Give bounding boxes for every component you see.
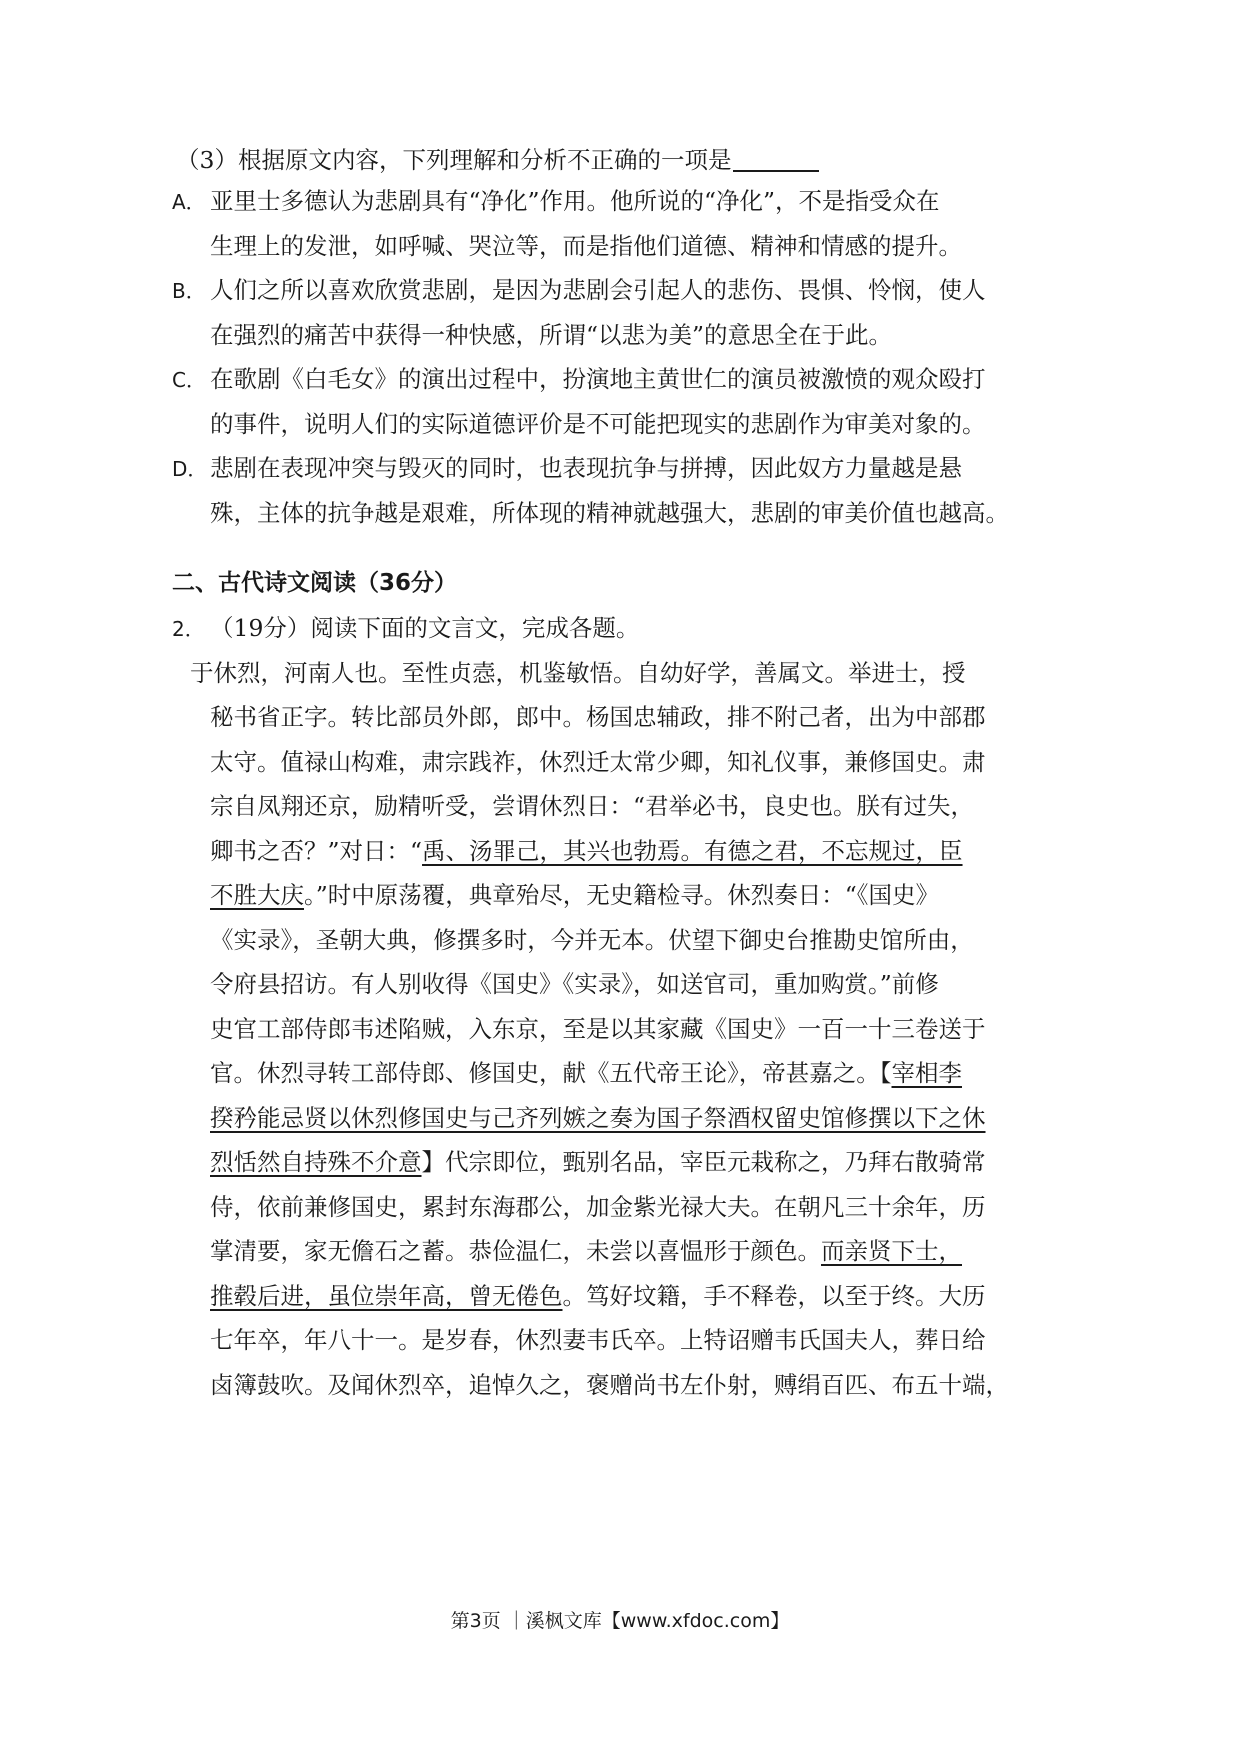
question-3-stem-text: （3）根据原文内容，下列理解和分析不正确的一项是 (176, 146, 732, 174)
passage-line-5-text: 卿书之否？”对日：“ (210, 837, 423, 865)
passage-line-8: 令府县招访。有人别收得《国史》《实录》，如送官司，重加购赏。”前修 (210, 970, 939, 998)
option-d-letter: D． (172, 457, 208, 481)
question-2-stem-text: （19分）阅读下面的文言文，完成各题。 (210, 614, 640, 642)
passage-line-15-text: 。笃好坟籍，手不释卷，以至于终。大历 (562, 1282, 986, 1310)
passage-line-6 (210, 878, 939, 912)
passage-line-9: 史官工部侍郎韦述陷贼，入东京，至是以其家藏《国史》一百一十三卷送于 (210, 1015, 986, 1043)
option-c-line-1 (172, 362, 986, 397)
bracketed-sentence-part-3: 烈恬然自持殊不介意 (210, 1148, 422, 1176)
page-footer: 第3页 ｜溪枫文库【www.xfdoc.com】 (450, 1610, 790, 1632)
passage-line-7: 《实录》，圣朝大典，修撰多时，今并无本。伏望下御史台推勘史馆所由， (210, 926, 974, 954)
option-d-text-1: 悲剧在表现冲突与毁灭的同时，也表现抗争与拼搏，因此奴方力量越是悬 (210, 454, 962, 482)
passage-line-4: 宗自凤翔还京，励精听受，尝谓休烈日：“君举必书，良史也。朕有过失， (210, 792, 975, 820)
option-b-line-2: 在强烈的痛苦中获得一种快感，所谓“以悲为美”的意思全在于此。 (210, 321, 893, 349)
question-3-stem (176, 143, 819, 177)
bracketed-sentence-part-2: 揆矜能忌贤以休烈修国史与己齐列嫉之奏为国子祭酒权留史馆修撰以下之休 (210, 1104, 986, 1132)
option-d-line-1 (172, 451, 962, 486)
option-a-text-1: 亚里士多德认为悲剧具有“净化”作用。他所说的“净化”，不是指受众在 (210, 187, 940, 215)
passage-line-15 (210, 1279, 986, 1313)
passage-line-14 (210, 1234, 962, 1268)
option-a-letter: A． (172, 190, 206, 214)
question-2-stem (172, 611, 639, 646)
answer-blank (733, 170, 819, 172)
passage-line-17: 卤簿鼓吹。及闻休烈卒，追悼久之，褒赠尚书左仆射，赙绢百匹、布五十端， (210, 1371, 1009, 1399)
option-c-text-1: 在歌剧《白毛女》的演出过程中，扮演地主黄世仁的演员被激愤的观众殴打 (210, 365, 986, 393)
bracketed-sentence-part-1: 宰相李 (891, 1059, 962, 1087)
passage-line-1: 于休烈，河南人也。至性贞悫，机鉴敏悟。自幼好学，善属文。举进士，授 (190, 659, 966, 687)
passage-line-3: 太守。值禄山构难，肃宗践祚，休烈迁太常少卿，知礼仪事，兼修国史。肃 (210, 748, 986, 776)
option-c-line-2: 的事件，说明人们的实际道德评价是不可能把现实的悲剧作为审美对象的。 (210, 410, 986, 438)
underlined-sentence-2-part-1: 而亲贤下士， (821, 1237, 962, 1265)
passage-line-12-text: 】代宗即位，甄别名品，宰臣元栽称之，乃拜右散骑常 (421, 1148, 986, 1176)
option-a-line-2: 生理上的发泄，如呼喊、哭泣等，而是指他们道德、精神和情感的提升。 (210, 232, 962, 260)
question-2-number: 2． (172, 617, 205, 641)
passage-line-13: 侍，依前兼修国史，累封东海郡公，加金紫光禄大夫。在朝凡三十余年，历 (210, 1193, 986, 1221)
option-b-text-1: 人们之所以喜欢欣赏悲剧，是因为悲剧会引起人的悲伤、畏惧、怜悯，使人 (210, 276, 986, 304)
section-title: 二、古代诗文阅读（36分） (172, 570, 458, 596)
passage-line-2: 秘书省正字。转比部员外郎，郎中。杨国忠辅政，排不附己者，出为中部郡 (210, 703, 986, 731)
passage-line-12 (210, 1145, 986, 1179)
underlined-sentence-2-part-2: 推毂后进，虽位崇年高，曾无倦色 (210, 1282, 563, 1310)
underlined-sentence-1-part-2: 不胜大庆 (210, 881, 304, 909)
passage-line-5 (210, 834, 963, 868)
passage-line-11 (210, 1101, 986, 1135)
option-c-letter: C． (172, 368, 206, 392)
option-d-line-2: 殊，主体的抗争越是艰难，所体现的精神就越强大，悲剧的审美价值也越高。 (210, 499, 1009, 527)
passage-line-6-text: 。”时中原荡覆，典章殆尽，无史籍检寻。休烈奏日：“《国史》 (304, 881, 940, 909)
option-a-line-1 (172, 184, 940, 219)
passage-line-10-text: 官。休烈寻转工部侍郎、修国史，献《五代帝王论》，帝甚嘉之。【 (210, 1059, 892, 1087)
passage-line-16: 七年卒，年八十一。是岁春，休烈妻韦氏卒。上特诏赠韦氏国夫人，葬日给 (210, 1326, 986, 1354)
option-b-line-1 (172, 273, 986, 308)
passage-line-10 (210, 1056, 962, 1090)
underlined-sentence-1-part-1: 禹、汤罪己，其兴也勃焉。有德之君，不忘规过，臣 (422, 837, 963, 865)
passage-line-14-text: 掌清要，家无儋石之蓄。恭俭温仁，未尝以喜愠形于颜色。 (210, 1237, 821, 1265)
option-b-letter: B． (172, 279, 206, 303)
